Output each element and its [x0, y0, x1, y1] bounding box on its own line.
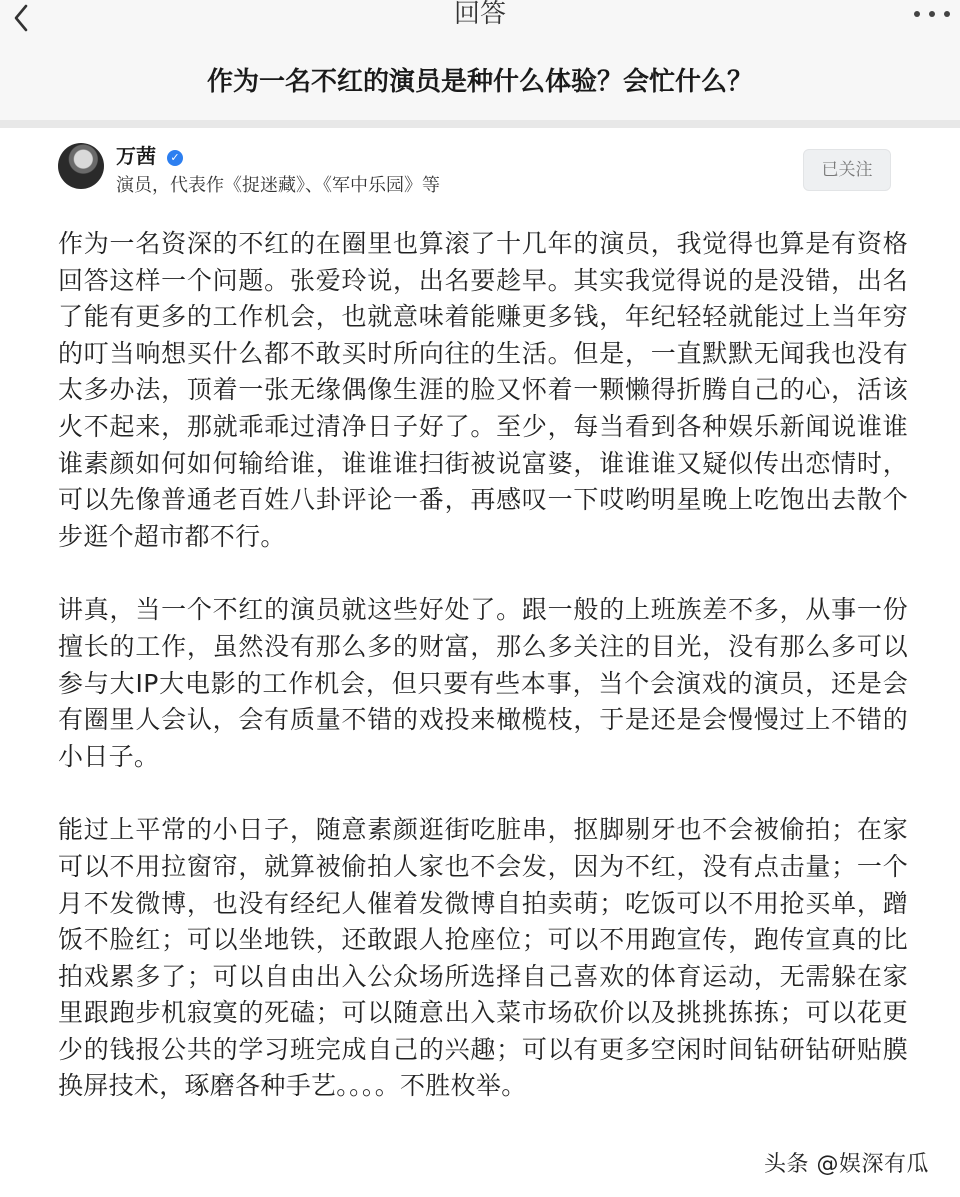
- question-header[interactable]: [0, 48, 960, 120]
- top-nav-bar: [0, 0, 960, 48]
- answer-body: [58, 226, 908, 1105]
- more-horizontal-icon: [944, 11, 950, 17]
- section-divider: [0, 120, 960, 128]
- more-options-button[interactable]: [914, 6, 950, 22]
- more-horizontal-icon: [929, 11, 935, 17]
- nav-title: 回答: [453, 0, 506, 29]
- follow-button[interactable]: 已关注: [803, 149, 891, 191]
- answer-paragraph: 讲真，当一个不红的演员就这些好处了。跟一般的上班族差不多，从事一份擅长的工作，虽然没有那么多的财富，那么多关注的目光，没有那么多可以参与大IP大电影的工作机会，但只要有些本事，当个会演戏的演员，还是会有圈里人会认，会有质量不错的戏投来橄榄枝，于是还是会慢慢过上不错的小日子。: [58, 595, 908, 771]
- answer-paragraph: 能过上平常的小日子，随意素颜逛街吃脏串，抠脚剔牙也不会被偷拍；在家可以不用拉窗帘，就算被偷拍人家也不会发，因为不红，没有点击量；一个月不发微博，也没有经纪人催着发微博自拍卖萌；吃饭可以不用抢买单，蹭饭不脸红；可以坐地铁，还敢跟人抢座位；可以不用跑宣传，跑传宣真的比拍戏累多了；可以自由出入公众场所选择自己喜欢的体育运动，无需躲在家里跟跑步机寂寞的死磕；可以随意出入菜市场砍价以及挑挑拣拣；可以花更少的钱报公共的学习班完成自己的兴趣；可以有更多空闲时间钻研钻研贴膜换屏技术，琢磨各种手艺。。。。不胜枚举。: [58, 815, 908, 1101]
- author-bio: 演员，代表作《捉迷藏》、《军中乐园》等: [116, 175, 440, 196]
- more-horizontal-icon: [914, 11, 920, 17]
- verified-check-icon: ✓: [167, 150, 183, 166]
- source-watermark: 头条 @娱深有瓜: [764, 1152, 929, 1177]
- author-name[interactable]: 万茜: [116, 144, 156, 168]
- answer-paragraph: 作为一名资深的不红的在圈里也算滚了十几年的演员，我觉得也算是有资格回答这样一个问题。张爱玲说，出名要趁早。其实我觉得说的是没错，出名了能有更多的工作机会，也就意味着能赚更多钱，年纪轻轻就能过上当年穷的叮当响想买什么都不敢买时所向往的生活。但是，一直默默无闻我也没有太多办法，顶着一张无缘偶像生涯的脸又怀着一颗懒得折腾自己的心，活该火不起来，那就乖乖过清净日子好了。至少，每当看到各种娱乐新闻说谁谁谁素颜如何如何输给谁，谁谁谁扫街被说富婆，谁谁谁又疑似传出恋情时，可以先像普通老百姓八卦评论一番，再感叹一下哎哟明星晚上吃饱出去散个步逛个超市都不行。: [58, 229, 908, 551]
- author-avatar[interactable]: [58, 143, 104, 189]
- question-title[interactable]: 作为一名不红的演员是种什么体验？会忙什么？: [206, 67, 753, 97]
